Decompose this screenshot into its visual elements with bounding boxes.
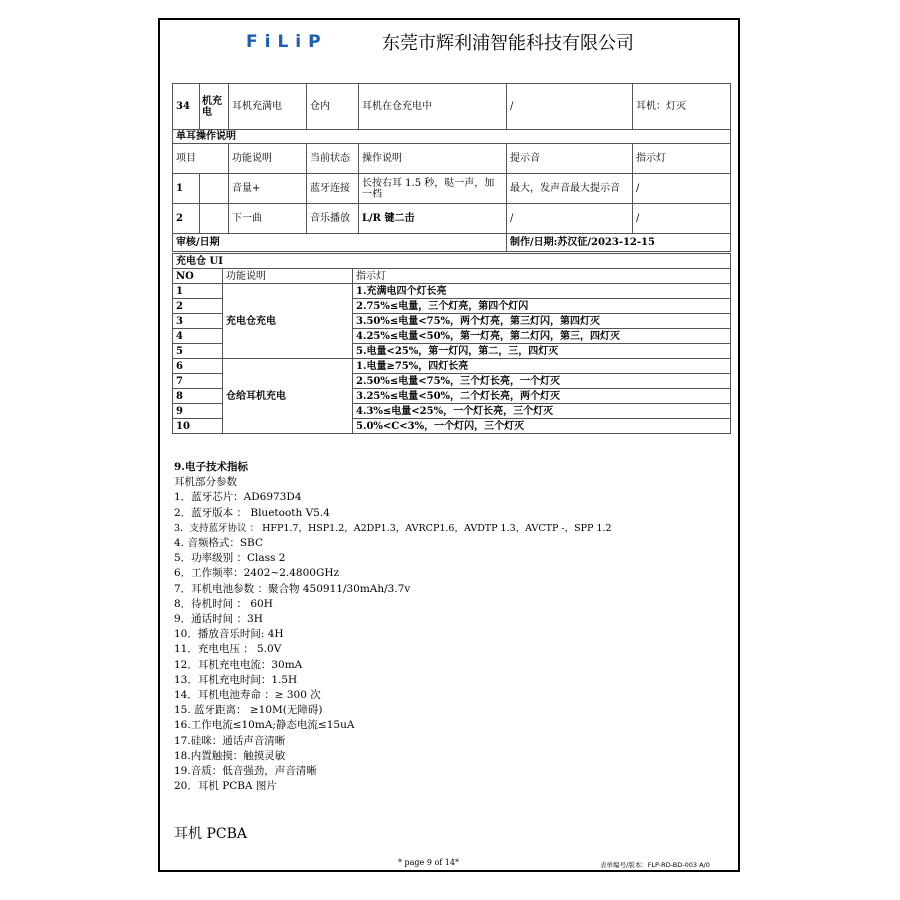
section-title: 充电仓 UI: [173, 254, 731, 269]
row-number: 10: [173, 419, 223, 434]
row-function: 音量+: [229, 174, 307, 204]
row-indicator: 3.25%≤电量<50%，二个灯长亮，两个灯灭: [353, 389, 731, 404]
spec-item: 9．通话时间 ：3H: [174, 613, 263, 626]
spec-item: 17.硅咪：通话声音清晰: [174, 734, 286, 747]
row-operation: L/R 键二击: [359, 204, 507, 234]
group-label: 充电仓充电: [223, 284, 353, 359]
spec-item: 8．待机时间 ： 60H: [174, 597, 273, 610]
section-title: 单耳操作说明: [173, 130, 731, 144]
spec-item: 3．支持蓝牙协议 ： HFP1.7，HSP1.2，A2DP1.3，AVRCP1.6，AVDTP 1.3，AVCTP -，SPP 1.2: [174, 522, 612, 534]
row-operation: 长按右耳 1.5 秒，哒一声，加一档: [359, 174, 507, 204]
column-header: 功能说明: [223, 269, 353, 284]
spec-list: [174, 460, 612, 794]
pcba-heading: 耳机 PCBA: [174, 826, 247, 842]
row-indicator: 5.0%<C<3%，一个灯闪，三个灯灭: [353, 419, 731, 434]
row-indicator: 2.50%≤电量<75%，三个灯长亮，一个灯灭: [353, 374, 731, 389]
row-operation: 耳机在仓充电中: [359, 84, 507, 130]
row-number: 1: [173, 284, 223, 299]
row-function: 下一曲: [229, 204, 307, 234]
charging-case-table: [172, 253, 731, 434]
column-header: 指示灯: [633, 144, 731, 174]
spec-item: 19.音质：低音强劲，声音清晰: [174, 765, 317, 778]
row-indicator: 4.3%≤电量<25%，一个灯长亮，三个灯灭: [353, 404, 731, 419]
row-number: 7: [173, 374, 223, 389]
made-date: 制作/日期:苏汉征/2023-12-15: [507, 234, 731, 252]
document-page: [158, 18, 740, 872]
spec-item: 18.内置触摸：触摸灵敏: [174, 749, 286, 762]
row-state: 音乐播放: [307, 204, 359, 234]
table-row: [173, 174, 731, 204]
spec-item: 14．耳机电池寿命 ：≥ 300 次: [174, 689, 321, 702]
section-row: [173, 130, 731, 144]
row-indicator: /: [633, 174, 731, 204]
spec-item: 12．耳机充电电流：30mA: [174, 658, 303, 671]
row-state: 蓝牙连接: [307, 174, 359, 204]
row-number: 4: [173, 329, 223, 344]
spec-item: 10．播放音乐时间: 4H: [174, 628, 284, 641]
row-indicator: 4.25%≤电量<50%，第一灯亮，第二灯闪，第三，四灯灭: [353, 329, 731, 344]
header-row: [173, 144, 731, 174]
spec-item: 2．蓝牙版本 ： Bluetooth V5.4: [174, 506, 330, 519]
row-state: 仓内: [307, 84, 359, 130]
row-number: 3: [173, 314, 223, 329]
column-header: 功能说明: [229, 144, 307, 174]
page-header: [160, 20, 738, 72]
table-row: [173, 84, 731, 130]
row-number: 34: [173, 84, 200, 130]
row-number: 6: [173, 359, 223, 374]
page-number: * page 9 of 14*: [398, 858, 459, 867]
column-header: 项目: [173, 144, 229, 174]
column-header: 操作说明: [359, 144, 507, 174]
row-category: 机充电: [200, 84, 229, 130]
row-number: 2: [173, 204, 200, 234]
spec-title: 9.电子技术指标: [174, 461, 248, 473]
row-indicator: 2.75%≤电量，三个灯亮，第四个灯闪: [353, 299, 731, 314]
review-date: 审核/日期: [173, 234, 507, 252]
column-header: NO: [173, 269, 223, 284]
row-indicator: /: [633, 204, 731, 234]
empty-cell: [200, 204, 229, 234]
row-number: 1: [173, 174, 200, 204]
empty-cell: [200, 174, 229, 204]
row-indicator: 耳机：灯灭: [633, 84, 731, 130]
row-number: 8: [173, 389, 223, 404]
spec-subtitle: 耳机部分参数: [174, 476, 237, 489]
row-function: 耳机充满电: [229, 84, 307, 130]
spec-item: 16.工作电流≤10mA;静态电流≤15uA: [174, 719, 355, 732]
spec-item: 7．耳机电池参数 ：聚合物 450911/30mAh/3.7v: [174, 582, 411, 595]
row-number: 5: [173, 344, 223, 359]
row-indicator: 3.50%≤电量<75%，两个灯亮，第三灯闪，第四灯灭: [353, 314, 731, 329]
group-label: 仓给耳机充电: [223, 359, 353, 434]
table-row: [173, 204, 731, 234]
company-name: 东莞市辉利浦智能科技有限公司: [382, 33, 634, 54]
company-logo: FiLiP: [246, 32, 328, 52]
row-tone: /: [507, 84, 633, 130]
table-row: [173, 359, 731, 374]
row-indicator: 5.电量<25%，第一灯闪，第二，三，四灯灭: [353, 344, 731, 359]
row-tone: /: [507, 204, 633, 234]
row-number: 2: [173, 299, 223, 314]
row-tone: 最大，发声音最大提示音: [507, 174, 633, 204]
spec-item: 11．充电电压 ： 5.0V: [174, 643, 282, 656]
row-indicator: 1.电量≥75%，四灯长亮: [353, 359, 731, 374]
spec-item: 20．耳机 PCBA 图片: [174, 780, 277, 793]
spec-item: 15. 蓝牙距离： ≥10M(无障碍): [174, 704, 323, 717]
column-header: 提示音: [507, 144, 633, 174]
section-row: [173, 254, 731, 269]
signature-row: [173, 234, 731, 252]
row-number: 9: [173, 404, 223, 419]
spec-item: 4. 音频格式：SBC: [174, 537, 263, 550]
header-row: [173, 269, 731, 284]
column-header: 当前状态: [307, 144, 359, 174]
spec-item: 1．蓝牙芯片：AD6973D4: [174, 491, 302, 504]
form-code: 表单编号/版本：FLP-RD-BD-003 A/0: [600, 861, 710, 869]
spec-item: 6．工作频率：2402~2.4800GHz: [174, 567, 340, 580]
column-header: 指示灯: [353, 269, 731, 284]
spec-item: 5．功率级别 ：Class 2: [174, 552, 286, 565]
operation-table: [172, 83, 731, 252]
row-indicator: 1.充满电四个灯长亮: [353, 284, 731, 299]
spec-item: 13．耳机充电时间：1.5H: [174, 673, 298, 686]
table-row: [173, 284, 731, 299]
